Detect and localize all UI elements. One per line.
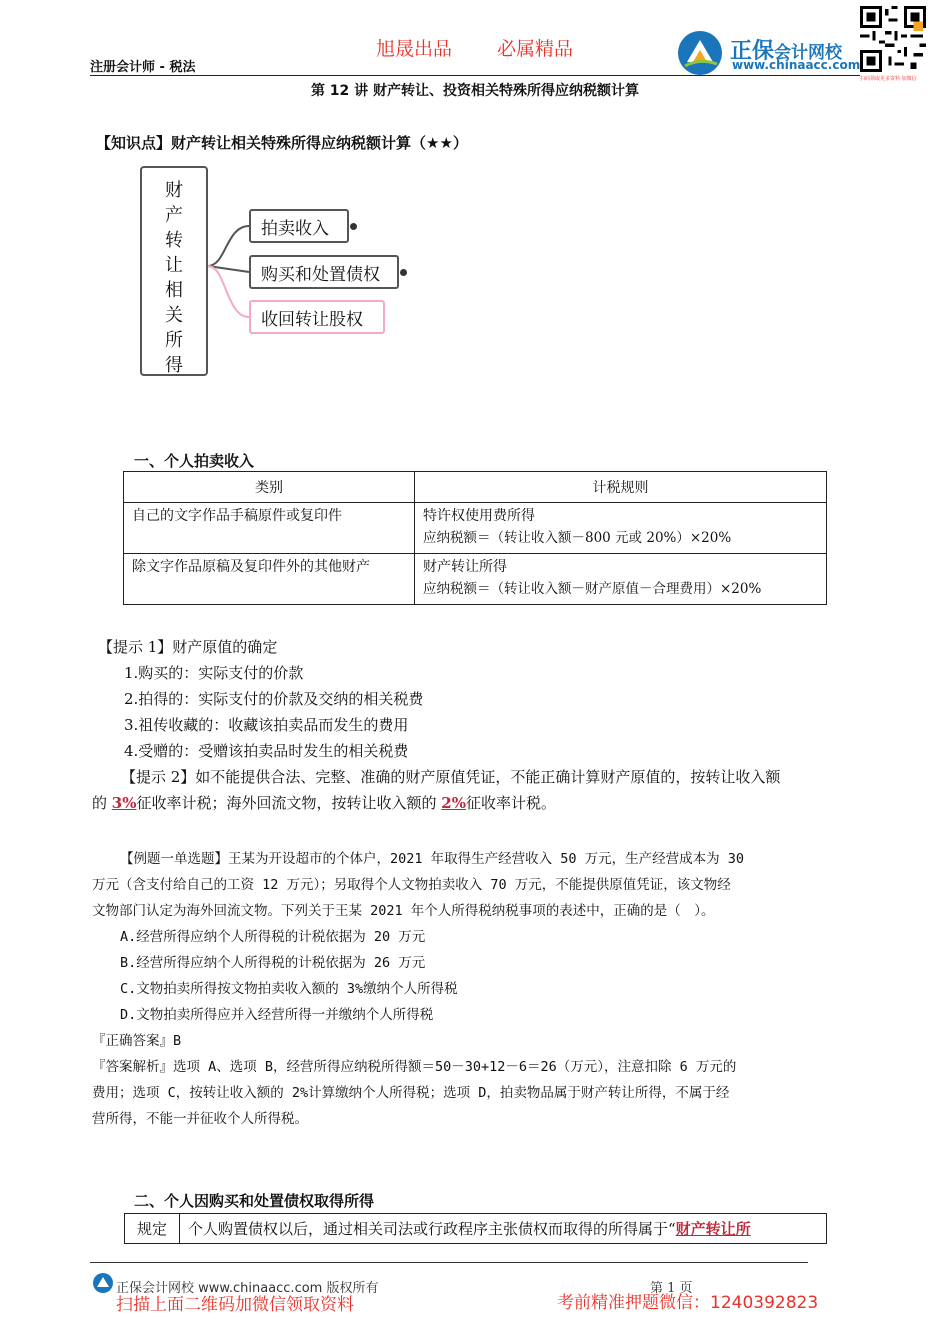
qr-code-icon[interactable]	[860, 6, 926, 72]
analysis-line: 营所得，不能一并征收个人所得税。	[92, 1111, 308, 1127]
root-char: 所	[165, 330, 183, 351]
debt-rule-table	[124, 1213, 827, 1244]
example-line: 文物部门认定为海外回流文物。下列关于王某 2021 年个人所得税纳税事项的表述中，正确的是（ ）。	[92, 903, 715, 919]
root-char: 产	[165, 205, 183, 226]
tip2-line2: 的 3%征收率计税；海外回流文物，按转让收入额的 2%征收率计税。	[92, 794, 556, 812]
example-line: 【例题一单选题】王某为开设超市的个体户，2021 年取得生产经营收入 50 万元，生产经营成本为 30	[120, 851, 745, 867]
footer-divider	[90, 1262, 808, 1263]
logo-url: www.chinaacc.com	[732, 58, 861, 72]
tip1-item: 4.受赠的：受赠该拍卖品时发生的相关税费	[124, 742, 409, 760]
correct-answer: 『正确答案』B	[92, 1033, 182, 1049]
header-divider	[90, 75, 860, 76]
mindmap-node-debt: 购买和处置债权	[249, 255, 399, 289]
table-cell-rule: 特许权使用费所得 应纳税额＝（转让收入额－800 元或 20%）×20%	[415, 503, 827, 554]
tip1-item: 1.购买的：实际支付的价款	[124, 664, 304, 682]
mindmap-root-label	[140, 178, 208, 378]
logo-name: 正保会计网校	[730, 39, 843, 64]
table-row	[124, 554, 827, 605]
tip2-line1: 【提示 2】如不能提供合法、完整、准确的财产原值凭证，不能正确计算财产原值的，按转让收入额	[121, 768, 781, 786]
qr-caption: 扫码领取更多资料 加微信	[860, 76, 917, 82]
table-header: 类别	[124, 472, 415, 503]
option-a: A.经营所得应纳个人所得税的计税依据为 20 万元	[120, 929, 426, 945]
analysis-line: 『答案解析』选项 A、选项 B，经营所得应纳税所得额＝50－30+12－6＝26（万元），注意扣除 6 万元的	[92, 1059, 737, 1075]
footer-copyright: 正保会计网校 www.chinaacc.com 版权所有	[116, 1281, 379, 1296]
option-d: D.文物拍卖所得应并入经营所得一并缴纳个人所得税	[120, 1007, 434, 1023]
rule-text: 个人购置债权以后，通过相关司法或行政程序主张债权而取得的所得属于“财产转让所	[180, 1214, 827, 1244]
root-char: 转	[165, 230, 183, 251]
table-row	[125, 1214, 827, 1244]
promo-wechat: 考前精准押题微信：1240392823	[557, 1293, 819, 1313]
brand-slogan-right: 必属精品	[497, 38, 574, 60]
course-title: 注册会计师 - 税法	[90, 60, 196, 75]
lecture-title: 第 12 讲 财产转让、投资相关特殊所得应纳税额计算	[310, 83, 640, 99]
example-line: 万元（含支付给自己的工资 12 万元）；另取得个人文物拍卖收入 70 万元，不能提供原值凭证，该文物经	[92, 877, 731, 893]
knowledge-point-heading: 【知识点】财产转让相关特殊所得应纳税额计算（★★）	[96, 134, 468, 152]
analysis-line: 费用；选项 C，按转让收入额的 2%计算缴纳个人所得税；选项 D，拍卖物品属于财产转让所得，不属于经	[92, 1085, 730, 1101]
footer-logo-icon	[92, 1272, 114, 1294]
root-char: 得	[165, 355, 183, 376]
mindmap-node-dot	[400, 269, 407, 276]
table-cell-rule: 财产转让所得 应纳税额＝（转让收入额－财产原值－合理费用）×20%	[415, 554, 827, 605]
tip1-item: 2.拍得的：实际支付的价款及交纳的相关税费	[124, 690, 424, 708]
mindmap-node-dot	[350, 223, 357, 230]
table-header: 计税规则	[415, 472, 827, 503]
table-cell-category: 自己的文字作品手稿原件或复印件	[124, 503, 415, 554]
chinaacc-logo-icon	[677, 30, 723, 76]
promo-scan-qr: 扫描上面二维码加微信领取资料	[116, 1295, 354, 1315]
root-char: 相	[165, 280, 183, 301]
root-char: 关	[165, 305, 183, 326]
auction-tax-table	[123, 471, 827, 605]
mindmap-node-auction: 拍卖收入	[249, 209, 349, 243]
rate-3pct: 3%	[111, 794, 137, 812]
table-row	[124, 503, 827, 554]
root-char: 财	[165, 180, 183, 201]
tip1-item: 3.祖传收藏的：收藏该拍卖品而发生的费用	[124, 716, 409, 734]
option-c: C.文物拍卖所得按文物拍卖收入额的 3%缴纳个人所得税	[120, 981, 458, 997]
brand-slogan-left: 旭晟出品	[376, 38, 453, 60]
option-b: B.经营所得应纳个人所得税的计税依据为 26 万元	[120, 955, 426, 971]
section-heading-auction: 一、个人拍卖收入	[134, 452, 255, 470]
mindmap-node-equity: 收回转让股权	[249, 300, 385, 334]
root-char: 让	[165, 255, 183, 276]
page-number: 第 1 页	[650, 1281, 693, 1296]
rate-2pct: 2%	[441, 794, 466, 812]
table-cell-category: 除文字作品原稿及复印件外的其他财产	[124, 554, 415, 605]
section-heading-debt: 二、个人因购买和处置债权取得所得	[134, 1192, 375, 1210]
rule-label: 规定	[125, 1214, 180, 1244]
tip1-title: 【提示 1】财产原值的确定	[98, 638, 278, 656]
